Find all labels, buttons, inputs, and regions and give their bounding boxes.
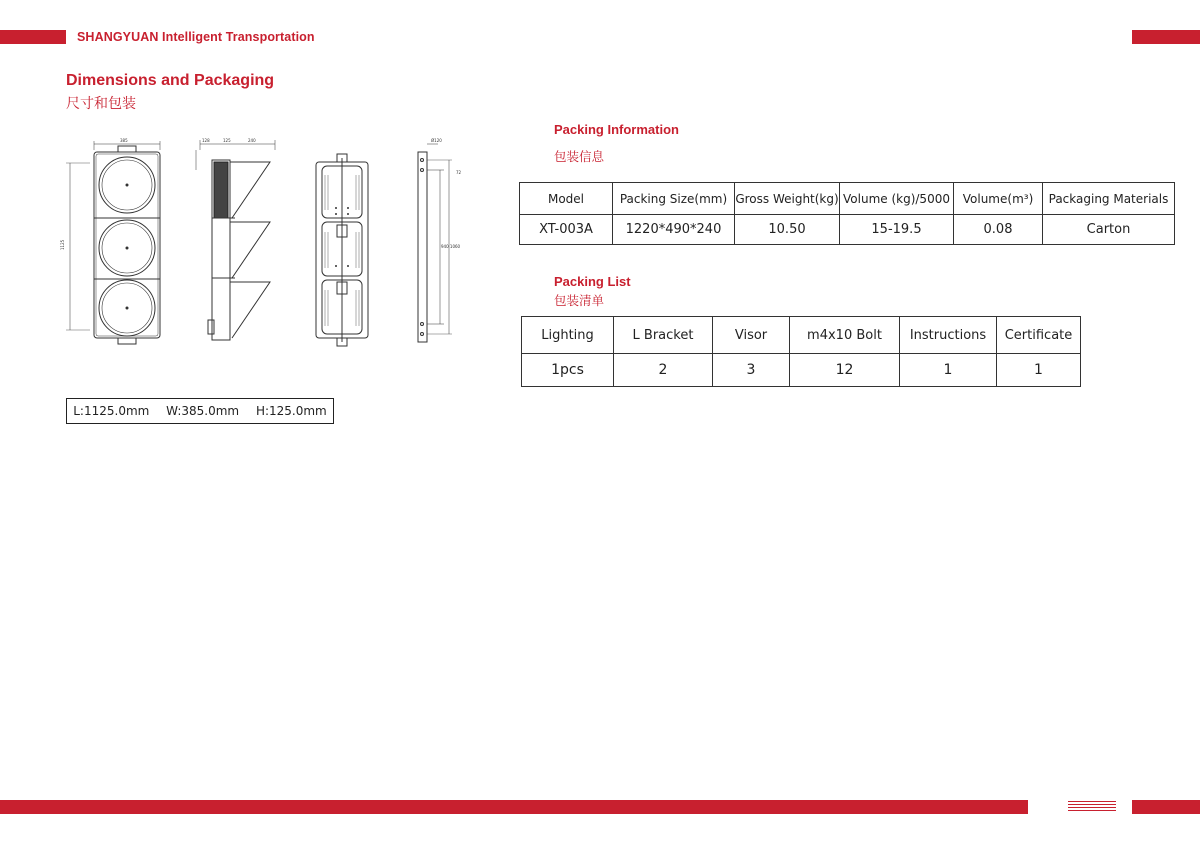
header-bar-left [0, 30, 66, 44]
dimension-width: W:385.0mm [166, 404, 240, 418]
dimension-height: H:125.0mm [255, 404, 327, 418]
table-row [520, 215, 1175, 245]
rear-label-b: 72 [456, 170, 462, 175]
side-view [196, 140, 275, 340]
packing-info-title-cn: 包装信息 [554, 149, 605, 164]
table-cell: 1 [900, 354, 997, 387]
table-cell: XT-003A [520, 215, 613, 245]
dimensions-box [66, 398, 334, 424]
table-cell: 0.08 [954, 215, 1043, 245]
table-header-row [520, 183, 1175, 215]
header-cell: Certificate [997, 317, 1081, 354]
front-height-label: 1125 [60, 239, 65, 250]
table-cell: 1220*490*240 [613, 215, 735, 245]
side-label-c: 240 [248, 138, 256, 143]
table-cell: 10.50 [735, 215, 840, 245]
section-title-cn: 尺寸和包装 [66, 96, 136, 112]
header-cell: Model [520, 183, 613, 215]
footer-bar [0, 800, 1028, 814]
rear-view [316, 154, 368, 346]
profile-view [418, 144, 452, 342]
page-lines-icon [1068, 801, 1116, 814]
header-cell: Volume(m³) [954, 183, 1043, 215]
header-bar-right [1132, 30, 1200, 44]
header-cell: Gross Weight(kg) [735, 183, 840, 215]
packing-info-title: Packing Information [554, 122, 679, 137]
brand-name: SHANGYUAN Intelligent Transportation [77, 30, 315, 44]
header-cell: Visor [713, 317, 790, 354]
footer-bar-right [1132, 800, 1200, 814]
packing-info-table [519, 182, 1175, 245]
table-cell: 3 [713, 354, 790, 387]
side-label-a: 128 [202, 138, 210, 143]
rear-label-c: 940 1060 [441, 244, 461, 249]
header-cell: Volume (kg)/5000 [840, 183, 954, 215]
front-width-label: 385 [120, 138, 128, 143]
packing-list-table [521, 316, 1081, 387]
dimension-length: L:1125.0mm [73, 404, 150, 418]
table-cell: 15-19.5 [840, 215, 954, 245]
header-cell: m4x10 Bolt [790, 317, 900, 354]
table-header-row [522, 317, 1081, 354]
table-cell: 12 [790, 354, 900, 387]
table-row [522, 354, 1081, 387]
header-cell: L Bracket [614, 317, 713, 354]
table-cell: Carton [1043, 215, 1175, 245]
packing-list-title: Packing List [554, 274, 631, 289]
section-title: Dimensions and Packaging [66, 72, 275, 89]
rear-label-a: Ø120 [431, 138, 442, 143]
header-cell: Packing Size(mm) [613, 183, 735, 215]
header-cell: Instructions [900, 317, 997, 354]
header-cell: Packaging Materials [1043, 183, 1175, 215]
side-label-b: 125 [223, 138, 231, 143]
packing-list-title-cn: 包装清单 [554, 293, 605, 308]
table-cell: 1 [997, 354, 1081, 387]
table-cell: 2 [614, 354, 713, 387]
header-cell: Lighting [522, 317, 614, 354]
table-cell: 1pcs [522, 354, 614, 387]
front-view [66, 141, 160, 344]
dimension-drawing [60, 130, 470, 350]
